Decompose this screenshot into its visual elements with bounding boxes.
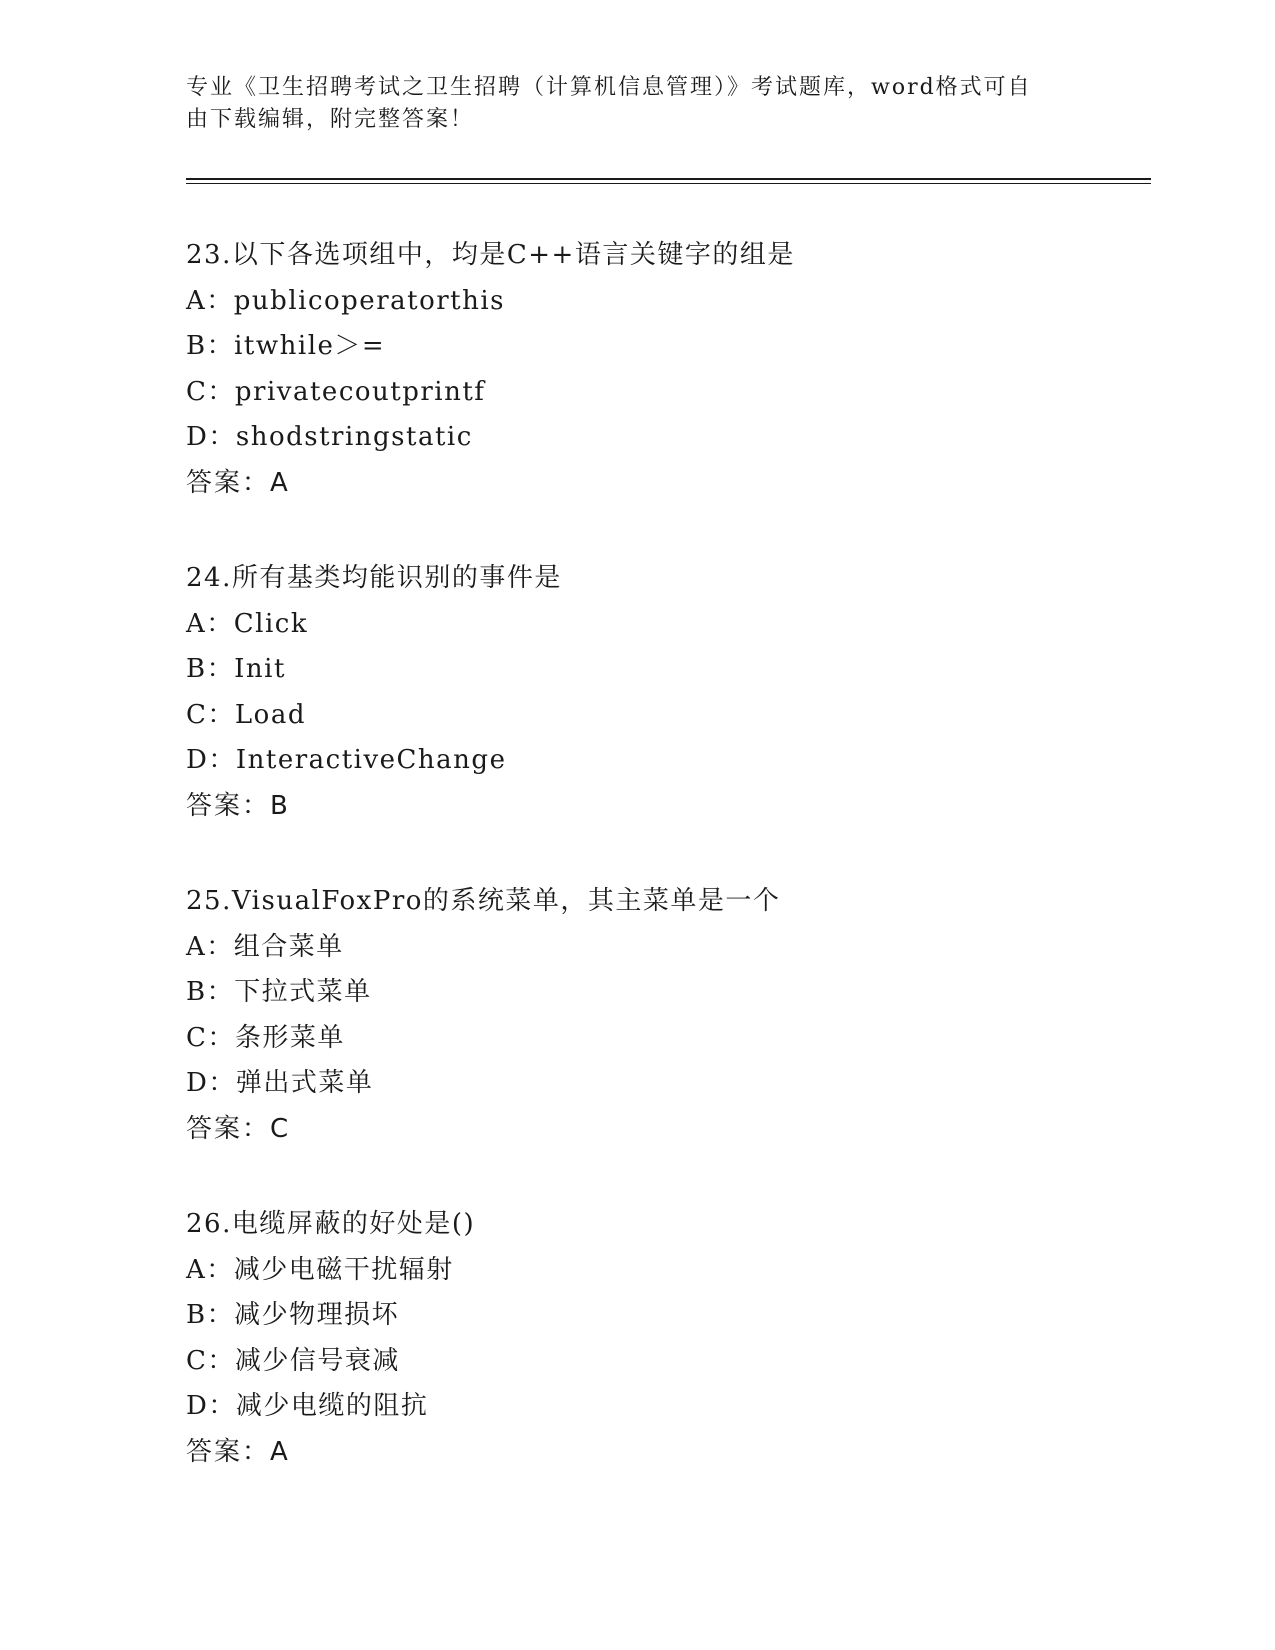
option-key: A：	[186, 931, 234, 962]
option-c	[186, 370, 1151, 416]
question-block	[186, 879, 1151, 1152]
question-list	[186, 233, 1151, 1525]
option-c	[186, 1016, 1151, 1062]
option-text: Click	[233, 608, 309, 639]
answer-line: 答案：A	[186, 467, 290, 498]
option-text: privatecoutprintf	[234, 376, 486, 407]
option-a	[186, 1248, 1151, 1294]
option-b	[186, 324, 1151, 370]
option-key: B：	[186, 1300, 235, 1330]
option-b	[186, 647, 1151, 693]
option-key: D：	[186, 1391, 236, 1421]
question-stem: 23.以下各选项组中，均是C++语言关键字的组是	[186, 240, 795, 270]
option-a	[186, 279, 1151, 325]
option-key: B：	[186, 331, 235, 361]
document-header	[186, 72, 1076, 136]
option-c	[186, 693, 1151, 739]
option-text: 下拉式菜单	[234, 977, 372, 1007]
option-text: 减少电缆的阻抗	[235, 1391, 429, 1421]
option-text: 弹出式菜单	[235, 1068, 374, 1098]
question-block	[186, 1202, 1151, 1475]
option-key: C：	[186, 1022, 235, 1053]
answer-line: 答案：B	[186, 790, 290, 821]
option-text: 减少物理损坏	[234, 1300, 400, 1330]
header-divider-thick	[186, 178, 1151, 180]
option-text: itwhile＞=	[234, 331, 386, 361]
question-stem: 24.所有基类均能识别的事件是	[186, 563, 562, 593]
option-d	[186, 738, 1151, 784]
option-text: 减少信号衰减	[234, 1345, 400, 1376]
option-c	[186, 1339, 1151, 1385]
option-key: D：	[186, 422, 236, 452]
option-key: A：	[186, 285, 234, 316]
option-key: D：	[186, 1068, 236, 1098]
option-a	[186, 925, 1151, 971]
option-key: A：	[186, 608, 234, 639]
header-line-1: 专业《卫生招聘考试之卫生招聘（计算机信息管理）》考试题库，word格式可自	[186, 75, 1032, 100]
option-b	[186, 970, 1151, 1016]
option-text: publicoperatorthis	[233, 285, 506, 316]
option-d	[186, 415, 1151, 461]
option-text: Load	[234, 699, 306, 730]
option-key: B：	[186, 977, 235, 1007]
option-b	[186, 1293, 1151, 1339]
option-key: C：	[186, 1345, 235, 1376]
option-a	[186, 602, 1151, 648]
option-text: Init	[234, 654, 286, 684]
answer-line: 答案：A	[186, 1436, 290, 1467]
question-block	[186, 556, 1151, 829]
question-stem: 26.电缆屏蔽的好处是()	[186, 1209, 476, 1239]
option-text: 减少电磁干扰辐射	[233, 1254, 454, 1285]
answer-line: 答案：C	[186, 1113, 291, 1144]
option-text: 条形菜单	[234, 1022, 345, 1053]
option-text: shodstringstatic	[235, 422, 473, 452]
option-key: D：	[186, 745, 236, 775]
option-key: C：	[186, 699, 235, 730]
option-d	[186, 1061, 1151, 1107]
option-key: C：	[186, 376, 235, 407]
option-key: B：	[186, 654, 235, 684]
header-divider-thin	[186, 183, 1151, 184]
header-line-2: 由下载编辑，附完整答案！	[186, 107, 475, 132]
option-key: A：	[186, 1254, 234, 1285]
question-stem: 25.VisualFoxPro的系统菜单，其主菜单是一个	[186, 886, 781, 916]
option-d	[186, 1384, 1151, 1430]
question-block	[186, 233, 1151, 506]
option-text: InteractiveChange	[235, 745, 507, 775]
option-text: 组合菜单	[233, 931, 344, 962]
